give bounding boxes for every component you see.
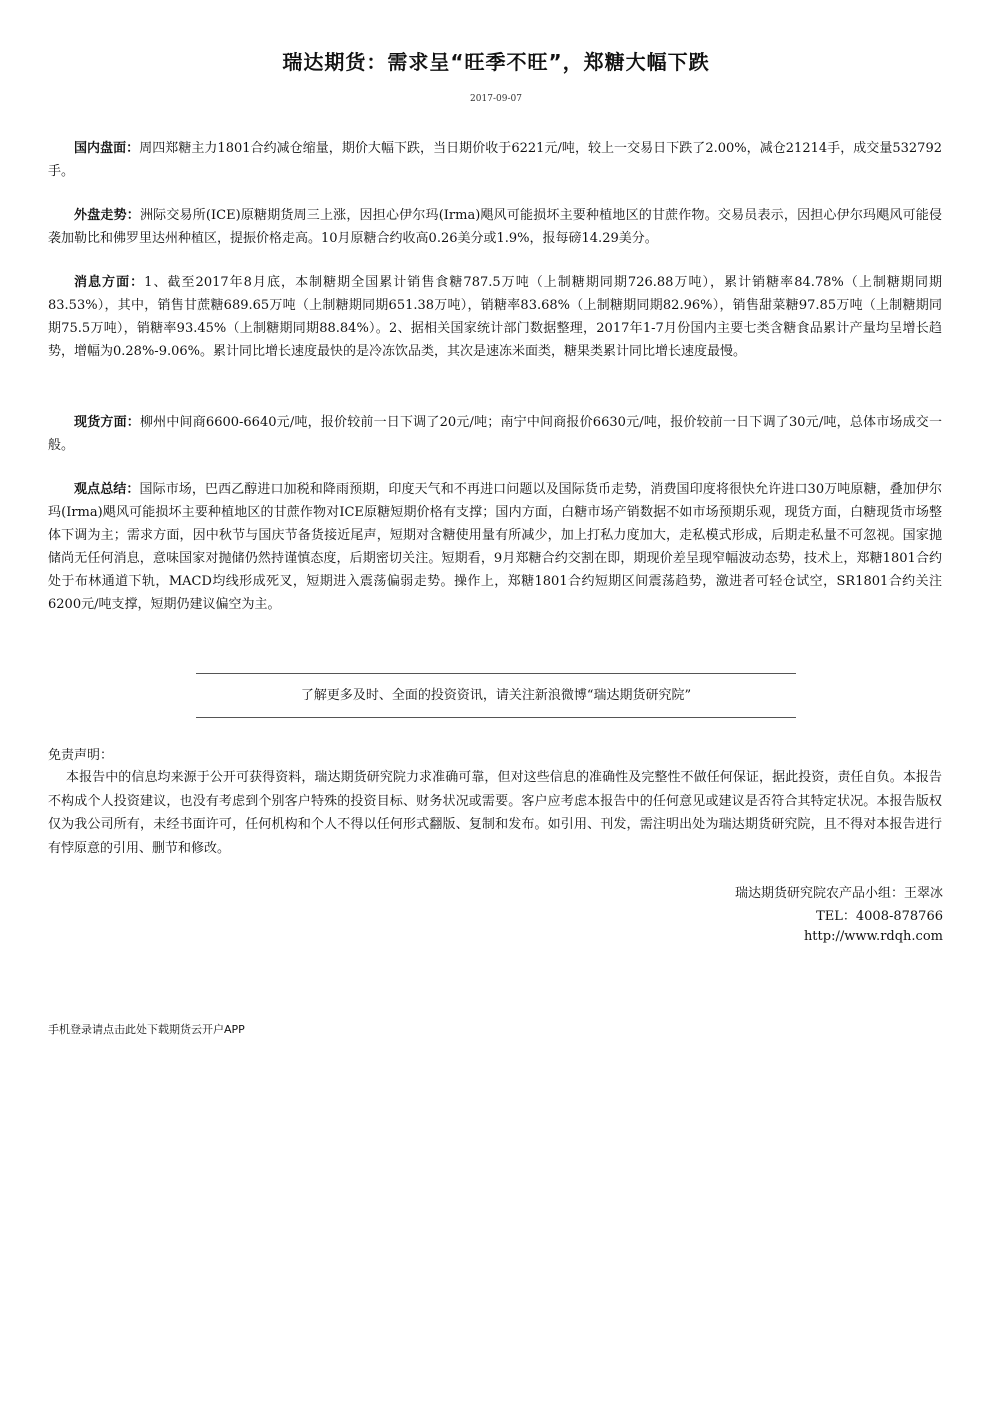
section-text: 周四郑糖主力1801合约减仓缩量，期价大幅下跌，当日期价收于6221元/吨，较上一交易日下跌了2.00%，减仓21214手，成交量532792手。 bbox=[48, 141, 942, 179]
contact-tel: TEL：4008-878766 bbox=[816, 909, 943, 924]
disclaimer-body: 本报告中的信息均来源于公开可获得资料，瑞达期货研究院力求准确可靠，但对这些信息的准确性及完整性不做任何保证，据此投资，责任自负。本报告不构成个人投资建议，也没有考虑到个别客户特殊的投资目标、财务状况或需要。客户应考虑本报告中的任何意见或建议是否符合其特定状况。本报告版权仅为我公司所有，未经书面许可，任何机构和个人不得以任何形式翻版、复制和发布。如引用、刊发，需注明出处为瑞达期货研究院，且不得对本报告进行有悖原意的引用、删节和修改。 bbox=[48, 770, 942, 856]
section-spot bbox=[48, 411, 942, 457]
section-label: 外盘走势： bbox=[74, 208, 140, 223]
app-download-link[interactable]: 手机登录请点击此处下载期货云开户APP bbox=[48, 1023, 245, 1036]
section-news bbox=[48, 271, 942, 363]
divider-top bbox=[196, 673, 796, 674]
section-label: 国内盘面： bbox=[74, 141, 140, 156]
follow-notice: 了解更多及时、全面的投资资讯，请关注新浪微博“瑞达期货研究院” bbox=[300, 688, 692, 703]
section-text: 国际市场，巴西乙醇进口加税和降雨预期，印度天气和不再进口问题以及国际货币走势，消费国印度将很快允许进口30万吨原糖，叠加伊尔玛(Irma)飓风可能损坏主要种植地区的甘蔗作物对ICE原糖短期价格有支撑；国内方面，白糖市场产销数据不如市场预期乐观，现货方面，白糖现货市场整体下调为主；需求方面，因中秋节与国庆节备货接近尾声，短期对含糖使用量有所减少，加上打私力度加大，走私模式形成，后期走私量不可忽视。国家抛储尚无任何消息，意味国家对抛储仍然持谨慎态度，后期密切关注。短期看，9月郑糖合约交割在即，期现价差呈现窄幅波动态势，技术上，郑糖1801合约处于布林通道下轨，MACD均线形成死叉，短期进入震荡偏弱走势。操作上，郑糖1801合约短期区间震荡趋势，激进者可轻仓试空，SR1801合约关注6200元/吨支撑，短期仍建议偏空为主。 bbox=[48, 482, 942, 612]
section-label: 现货方面： bbox=[74, 415, 140, 430]
section-summary bbox=[48, 478, 942, 616]
section-domestic-market bbox=[48, 137, 942, 183]
disclaimer-title: 免责声明： bbox=[48, 748, 114, 763]
section-text: 柳州中间商6600-6640元/吨，报价较前一日下调了20元/吨；南宁中间商报价6630元/吨，报价较前一日下调了30元/吨，总体市场成交一般。 bbox=[48, 415, 942, 453]
website-link[interactable]: http://www.rdqh.com bbox=[803, 929, 943, 944]
section-text: 1、截至2017年8月底，本制糖期全国累计销售食糖787.5万吨（上制糖期同期726.88万吨），累计销糖率84.78%（上制糖期同期83.53%），其中，销售甘蔗糖689.65万吨（上制糖期同期651.38万吨），销糖率83.68%（上制糖期同期82.96%），销售甜菜糖97.85万吨（上制糖期同期75.5万吨），销糖率93.45%（上制糖期同期88.84%）。2、据相关国家统计部门数据整理，2017年1-7月份国内主要七类含糖食品累计产量均呈增长趋势，增幅为0.28%-9.06%。累计同比增长速度最快的是冷冻饮品类，其次是速冻米面类，糖果类累计同比增长速度最慢。 bbox=[48, 275, 942, 359]
report-date: 2017-09-07 bbox=[470, 94, 522, 104]
section-overseas-market bbox=[48, 204, 942, 250]
report-title: 瑞达期货：需求呈“旺季不旺”，郑糖大幅下跌 bbox=[282, 50, 710, 74]
section-text: 洲际交易所(ICE)原糖期货周三上涨，因担心伊尔玛(Irma)飓风可能损坏主要种植地区的甘蔗作物。交易员表示，因担心伊尔玛飓风可能侵袭加勒比和佛罗里达州种植区，提振价格走高。10月原糖合约收高0.26美分或1.9%，报每磅14.29美分。 bbox=[48, 208, 942, 246]
section-label: 观点总结： bbox=[74, 482, 140, 497]
section-label: 消息方面： bbox=[74, 275, 145, 290]
divider-bottom bbox=[196, 717, 796, 718]
author-group: 瑞达期货研究院农产品小组：王翠冰 bbox=[734, 886, 943, 901]
